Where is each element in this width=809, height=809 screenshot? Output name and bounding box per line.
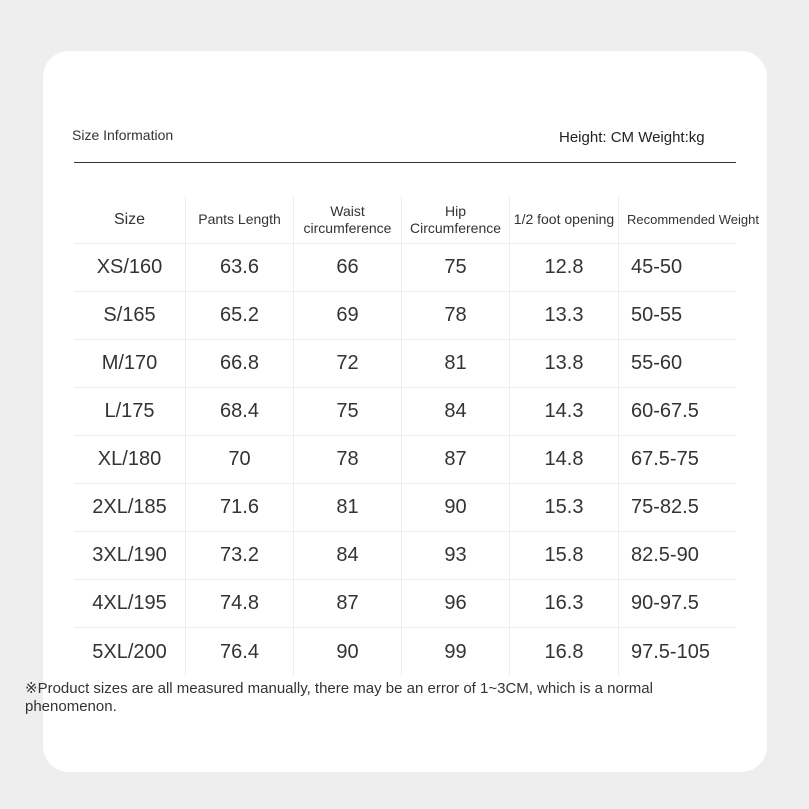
- cell-hip: 81: [401, 340, 509, 387]
- cell-recommended-weight: 67.5-75: [618, 436, 736, 483]
- column-header-foot-opening: 1/2 foot opening: [509, 196, 618, 243]
- cell-size: 5XL/200: [92, 640, 167, 663]
- cell-recommended-weight: 75-82.5: [618, 484, 736, 531]
- cell-hip: 96: [401, 580, 509, 627]
- cell-pants-length: 76.4: [185, 628, 293, 676]
- cell-size: S/165: [103, 304, 156, 326]
- cell-pants-length: 68.4: [185, 388, 293, 435]
- column-header-recommended-weight: Recommended Weight: [618, 196, 736, 243]
- cell-pants-length: 66.8: [185, 340, 293, 387]
- cell-waist: 81: [293, 484, 401, 531]
- table-row: [74, 340, 736, 388]
- cell-recommended-weight: 90-97.5: [618, 580, 736, 627]
- cell-hip: 78: [401, 292, 509, 339]
- cell-hip: 93: [401, 532, 509, 579]
- size-table: [74, 196, 759, 676]
- cell-waist: 66: [293, 244, 401, 291]
- cell-waist: 75: [293, 388, 401, 435]
- table-row: [74, 292, 736, 340]
- divider: [74, 162, 736, 163]
- column-header-hip: Hip Circumference: [401, 196, 509, 243]
- cell-pants-length: 74.8: [185, 580, 293, 627]
- cell-size: XS/160: [96, 256, 163, 278]
- column-header-waist: Waist circumference: [293, 196, 401, 243]
- cell-recommended-weight: 82.5-90: [618, 532, 736, 579]
- cell-hip: 75: [401, 244, 509, 291]
- cell-size: L/175: [104, 400, 155, 422]
- cell-hip: 90: [401, 484, 509, 531]
- cell-size: 2XL/185: [92, 496, 167, 518]
- cell-foot-opening: 16.3: [509, 580, 618, 627]
- cell-foot-opening: 14.8: [509, 436, 618, 483]
- table-row: [74, 532, 736, 580]
- cell-foot-opening: 15.8: [509, 532, 618, 579]
- cell-recommended-weight: 50-55: [618, 292, 736, 339]
- cell-foot-opening: 13.8: [509, 340, 618, 387]
- cell-recommended-weight: 97.5-105: [618, 628, 736, 676]
- cell-size: M/170: [101, 352, 158, 374]
- cell-waist: 72: [293, 340, 401, 387]
- cell-pants-length: 63.6: [185, 244, 293, 291]
- table-row: [74, 388, 736, 436]
- table-row: [74, 436, 736, 484]
- cell-waist: 90: [293, 628, 401, 676]
- cell-foot-opening: 12.8: [509, 244, 618, 291]
- table-row: [74, 244, 736, 292]
- cell-foot-opening: 14.3: [509, 388, 618, 435]
- cell-waist: 84: [293, 532, 401, 579]
- cell-pants-length: 71.6: [185, 484, 293, 531]
- footnote: ※Product sizes are all measured manually, there may be an error of 1~3CM, which is a normal phenomenon.: [25, 680, 653, 715]
- units-label: Height: CM Weight:kg: [559, 129, 705, 146]
- cell-recommended-weight: 55-60: [618, 340, 736, 387]
- cell-size: 3XL/190: [92, 544, 167, 566]
- cell-size: XL/180: [97, 448, 162, 470]
- column-header-pants-length: Pants Length: [185, 196, 293, 243]
- cell-size: 4XL/195: [92, 592, 167, 614]
- table-row: [74, 484, 736, 532]
- cell-pants-length: 73.2: [185, 532, 293, 579]
- table-row: [74, 580, 736, 628]
- table-row: [74, 628, 736, 676]
- column-header-size: Size: [113, 211, 146, 228]
- cell-waist: 87: [293, 580, 401, 627]
- cell-waist: 69: [293, 292, 401, 339]
- section-title: Size Information: [72, 127, 174, 143]
- cell-hip: 99: [401, 628, 509, 676]
- cell-pants-length: 65.2: [185, 292, 293, 339]
- cell-foot-opening: 13.3: [509, 292, 618, 339]
- cell-pants-length: 70: [185, 436, 293, 483]
- cell-recommended-weight: 60-67.5: [618, 388, 736, 435]
- cell-recommended-weight: 45-50: [618, 244, 736, 291]
- cell-foot-opening: 16.8: [509, 628, 618, 676]
- table-header-row: [74, 196, 759, 244]
- cell-foot-opening: 15.3: [509, 484, 618, 531]
- cell-waist: 78: [293, 436, 401, 483]
- cell-hip: 84: [401, 388, 509, 435]
- cell-hip: 87: [401, 436, 509, 483]
